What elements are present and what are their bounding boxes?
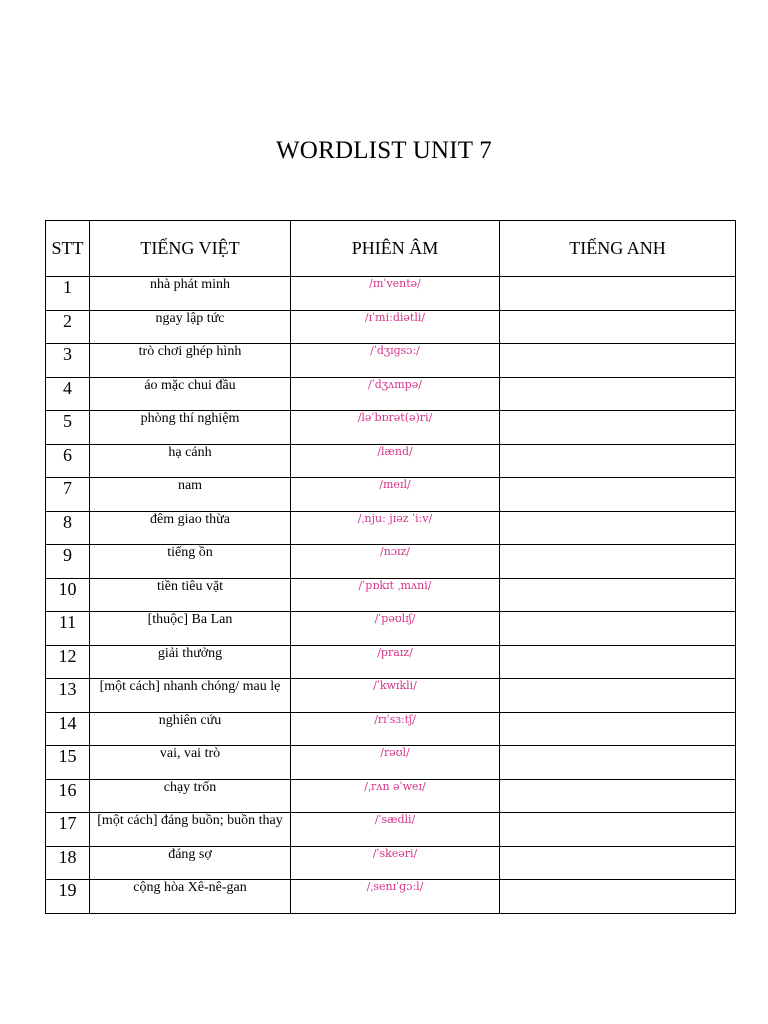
phonetic-cell: /ˈdʒʌmpə/	[291, 377, 500, 411]
row-number: 19	[46, 880, 90, 914]
phonetic-cell: /rɪˈsɜːtʃ/	[291, 712, 500, 746]
row-number: 5	[46, 411, 90, 445]
row-number: 9	[46, 545, 90, 579]
page-title: WORDLIST UNIT 7	[276, 137, 492, 164]
vietnamese-cell: hạ cánh	[90, 444, 291, 478]
row-number: 4	[46, 377, 90, 411]
table-row	[46, 645, 736, 679]
vietnamese-cell: nam	[90, 478, 291, 512]
table-header-row	[46, 221, 736, 277]
phonetic-cell: /ɪnˈventə/	[291, 277, 500, 311]
phonetic-cell: /nɔɪz/	[291, 545, 500, 579]
english-answer-cell[interactable]	[500, 813, 736, 847]
row-number: 15	[46, 746, 90, 780]
row-number: 6	[46, 444, 90, 478]
table-body	[46, 277, 736, 914]
english-answer-cell[interactable]	[500, 712, 736, 746]
phonetic-cell: /ˌsenɪˈɡɔːl/	[291, 880, 500, 914]
vietnamese-cell: phòng thí nghiệm	[90, 411, 291, 445]
table-row	[46, 846, 736, 880]
vietnamese-cell: tiếng ồn	[90, 545, 291, 579]
table-row	[46, 813, 736, 847]
phonetic-cell: /ˈskeəri/	[291, 846, 500, 880]
header-phonetic: PHIÊN ÂM	[291, 221, 500, 277]
english-answer-cell[interactable]	[500, 377, 736, 411]
row-number: 18	[46, 846, 90, 880]
header-stt: STT	[46, 221, 90, 277]
table-row	[46, 612, 736, 646]
row-number: 8	[46, 511, 90, 545]
english-answer-cell[interactable]	[500, 779, 736, 813]
header-english: TIẾNG ANH	[500, 221, 736, 277]
row-number: 11	[46, 612, 90, 646]
vietnamese-cell: chạy trốn	[90, 779, 291, 813]
phonetic-cell: /ˈsædli/	[291, 813, 500, 847]
english-answer-cell[interactable]	[500, 511, 736, 545]
vietnamese-cell: trò chơi ghép hình	[90, 344, 291, 378]
table-row	[46, 411, 736, 445]
english-answer-cell[interactable]	[500, 645, 736, 679]
english-answer-cell[interactable]	[500, 545, 736, 579]
vietnamese-cell: vai, vai trò	[90, 746, 291, 780]
row-number: 16	[46, 779, 90, 813]
row-number: 14	[46, 712, 90, 746]
english-answer-cell[interactable]	[500, 612, 736, 646]
row-number: 3	[46, 344, 90, 378]
table-row	[46, 478, 736, 512]
table-row	[46, 377, 736, 411]
table-row	[46, 746, 736, 780]
vietnamese-cell: cộng hòa Xê-nê-gan	[90, 880, 291, 914]
wordlist-table	[45, 220, 736, 914]
table-row	[46, 880, 736, 914]
table-row	[46, 779, 736, 813]
vietnamese-cell: nhà phát minh	[90, 277, 291, 311]
vietnamese-cell: tiền tiêu vặt	[90, 578, 291, 612]
phonetic-cell: /ˌnjuː jɪəz ˈiːv/	[291, 511, 500, 545]
vietnamese-cell: áo mặc chui đầu	[90, 377, 291, 411]
row-number: 2	[46, 310, 90, 344]
english-answer-cell[interactable]	[500, 679, 736, 713]
english-answer-cell[interactable]	[500, 310, 736, 344]
table-row	[46, 679, 736, 713]
english-answer-cell[interactable]	[500, 277, 736, 311]
row-number: 1	[46, 277, 90, 311]
phonetic-cell: /ˈkwɪkli/	[291, 679, 500, 713]
english-answer-cell[interactable]	[500, 846, 736, 880]
phonetic-cell: /rəʊl/	[291, 746, 500, 780]
table-row	[46, 545, 736, 579]
vietnamese-cell: đáng sợ	[90, 846, 291, 880]
header-vietnamese: TIẾNG VIỆT	[90, 221, 291, 277]
vietnamese-cell: nghiên cứu	[90, 712, 291, 746]
vietnamese-cell: [một cách] đáng buồn; buồn thay	[90, 813, 291, 847]
phonetic-cell: /ləˈbɒrət(ə)ri/	[291, 411, 500, 445]
english-answer-cell[interactable]	[500, 478, 736, 512]
phonetic-cell: /lænd/	[291, 444, 500, 478]
table-row	[46, 578, 736, 612]
table-row	[46, 310, 736, 344]
vietnamese-cell: giải thưởng	[90, 645, 291, 679]
english-answer-cell[interactable]	[500, 578, 736, 612]
phonetic-cell: /ɪˈmiːdiətli/	[291, 310, 500, 344]
table-row	[46, 344, 736, 378]
vietnamese-cell: đêm giao thừa	[90, 511, 291, 545]
phonetic-cell: /ˌrʌn əˈweɪ/	[291, 779, 500, 813]
phonetic-cell: /ˈdʒɪɡsɔː/	[291, 344, 500, 378]
row-number: 10	[46, 578, 90, 612]
phonetic-cell: /ˈpəʊlɪʃ/	[291, 612, 500, 646]
english-answer-cell[interactable]	[500, 411, 736, 445]
table-row	[46, 511, 736, 545]
row-number: 7	[46, 478, 90, 512]
table-row	[46, 277, 736, 311]
english-answer-cell[interactable]	[500, 880, 736, 914]
phonetic-cell: /praɪz/	[291, 645, 500, 679]
row-number: 12	[46, 645, 90, 679]
vietnamese-cell: [thuộc] Ba Lan	[90, 612, 291, 646]
english-answer-cell[interactable]	[500, 746, 736, 780]
vietnamese-cell: [một cách] nhanh chóng/ mau lẹ	[90, 679, 291, 713]
english-answer-cell[interactable]	[500, 444, 736, 478]
vietnamese-cell: ngay lập tức	[90, 310, 291, 344]
table-row	[46, 444, 736, 478]
row-number: 17	[46, 813, 90, 847]
phonetic-cell: /ˈpɒkɪt ˌmʌni/	[291, 578, 500, 612]
table-row	[46, 712, 736, 746]
phonetic-cell: /meɪl/	[291, 478, 500, 512]
row-number: 13	[46, 679, 90, 713]
english-answer-cell[interactable]	[500, 344, 736, 378]
